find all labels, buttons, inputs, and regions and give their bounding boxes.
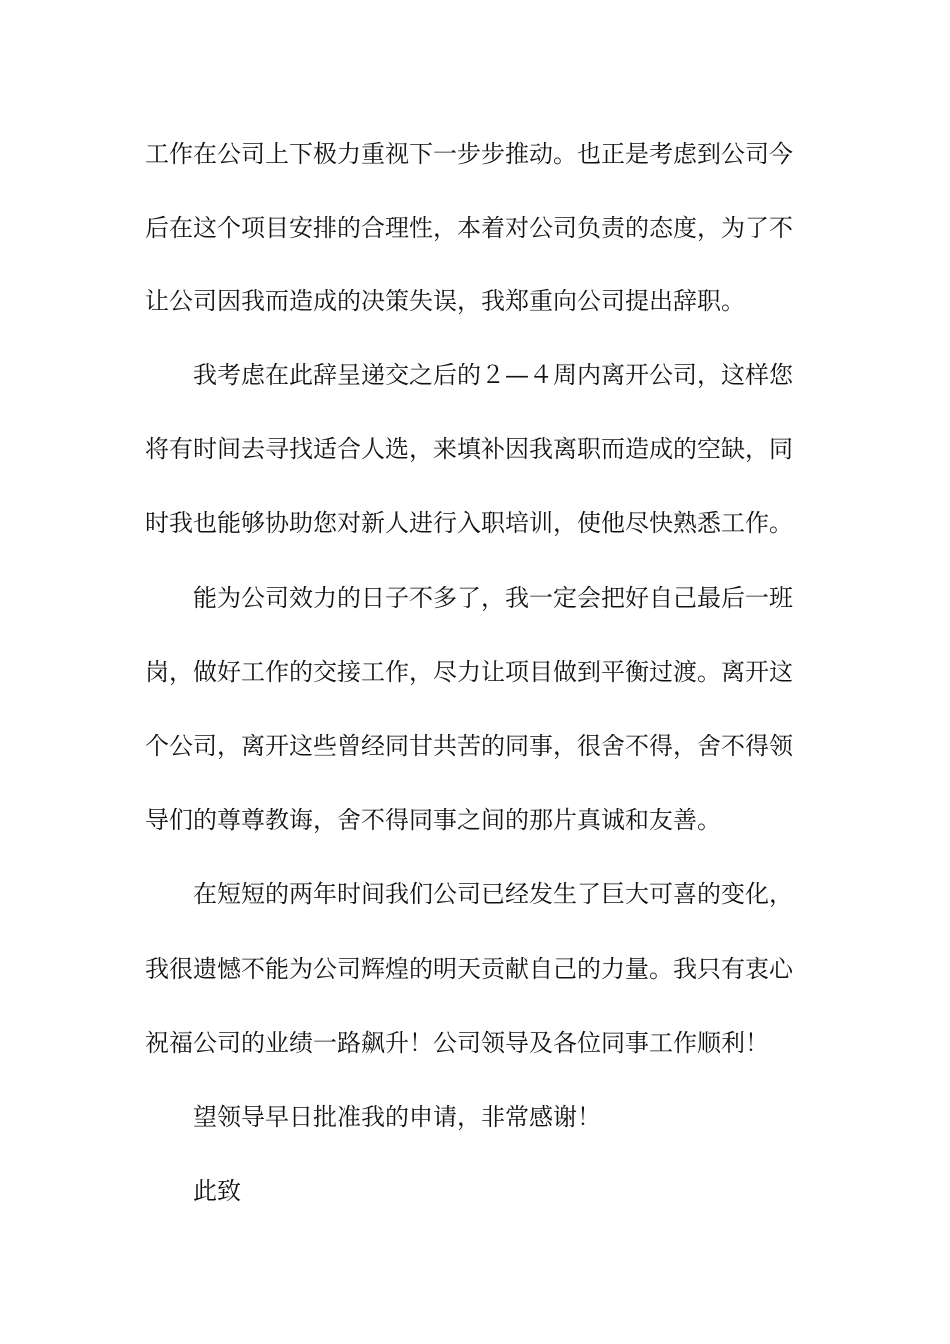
body-text-line: 祝福公司的业绩一路飙升！公司领导及各位同事工作顺利！ [145,1029,769,1057]
body-text-line: 导们的尊尊教诲，舍不得同事之间的那片真诚和友善。 [145,806,721,834]
body-text-line: 后在这个项目安排的合理性，本着对公司负责的态度，为了不 [145,214,793,242]
body-text-line: 让公司因我而造成的决策失误，我郑重向公司提出辞职。 [145,287,745,315]
body-text-line: 将有时间去寻找适合人选，来填补因我离职而造成的空缺，同 [145,435,793,463]
salutation-line: 此致 [193,1177,241,1205]
paragraph-first-line: 我考虑在此辞呈递交之后的２—４周内离开公司，这样您 [193,361,793,389]
body-text-line: 个公司，离开这些曾经同甘共苦的同事，很舍不得，舍不得领 [145,732,793,760]
body-text-line: 我很遗憾不能为公司辉煌的明天贡献自己的力量。我只有衷心 [145,955,793,983]
paragraph-first-line: 在短短的两年时间我们公司已经发生了巨大可喜的变化， [193,880,793,908]
paragraph-first-line: 能为公司效力的日子不多了，我一定会把好自己最后一班 [193,584,793,612]
body-text-line: 工作在公司上下极力重视下一步步推动。也正是考虑到公司今 [145,140,793,168]
body-text-line: 时我也能够协助您对新人进行入职培训，使他尽快熟悉工作。 [145,509,793,537]
body-text-line: 岗，做好工作的交接工作，尽力让项目做到平衡过渡。离开这 [145,658,793,686]
closing-request-line: 望领导早日批准我的申请，非常感谢！ [193,1103,601,1131]
